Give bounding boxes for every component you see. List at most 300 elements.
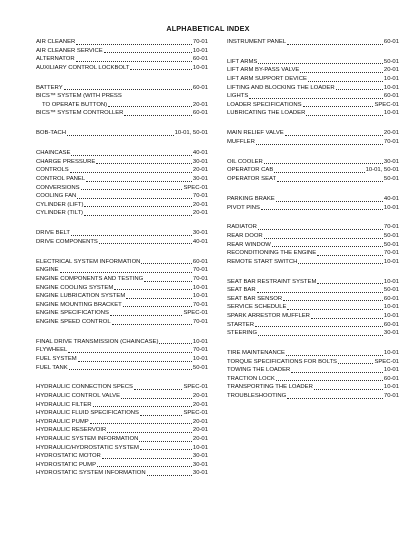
dot-leader xyxy=(121,398,192,399)
index-entry[interactable] xyxy=(36,129,208,138)
entry-name: ENGINE COMPONENTS AND TESTING xyxy=(36,275,144,282)
entry-page: 50-01 xyxy=(383,176,399,183)
entry-page: 40-01 xyxy=(192,150,208,157)
index-group xyxy=(227,195,399,212)
index-column-left xyxy=(36,38,208,489)
index-entry[interactable] xyxy=(36,229,208,238)
index-entry[interactable] xyxy=(36,158,208,167)
entry-name: OPERATOR CAB xyxy=(227,167,274,174)
index-entry[interactable] xyxy=(36,392,208,401)
index-entry[interactable] xyxy=(227,366,399,375)
entry-page: 50-01 xyxy=(383,241,399,248)
index-group xyxy=(227,129,399,146)
entry-page: 10-01 xyxy=(383,76,399,83)
index-entry[interactable] xyxy=(227,249,399,258)
dot-leader xyxy=(93,406,192,407)
index-entry[interactable] xyxy=(36,258,208,267)
entry-name: OPERATOR SEAT xyxy=(227,176,277,183)
entry-page: 20-01 xyxy=(192,167,208,174)
entry-name: CYLINDER (TILT) xyxy=(36,210,84,217)
index-entry[interactable] xyxy=(36,184,208,193)
entry-name: HYDRAULIC FLUID SPECIFICATIONS xyxy=(36,410,139,417)
entry-name: LOADER SPECIFICATIONS xyxy=(227,101,302,108)
entry-name: LIFTING AND BLOCKING THE LOADER xyxy=(227,84,335,91)
index-entry[interactable] xyxy=(36,318,208,327)
index-entry[interactable] xyxy=(36,338,208,347)
index-entry[interactable] xyxy=(36,409,208,418)
dot-leader xyxy=(76,61,192,62)
entry-page: 10-01 xyxy=(383,304,399,311)
entry-page: 60-01 xyxy=(383,39,399,45)
dot-leader xyxy=(311,318,383,319)
entry-name: SEAT BAR RESTRAINT SYSTEM xyxy=(227,278,317,285)
entry-name: HYDROSTATIC MOTOR xyxy=(36,453,101,460)
entry-name: HYDRAULIC/HYDROSTATIC SYSTEM xyxy=(36,444,139,451)
entry-page: SPEC-01 xyxy=(183,310,208,317)
index-entry[interactable] xyxy=(227,278,399,287)
entry-name: STEERING xyxy=(227,330,258,337)
entry-page: 30-01 xyxy=(192,461,208,468)
index-entry[interactable] xyxy=(227,358,399,367)
index-entry[interactable] xyxy=(227,138,399,147)
dot-leader xyxy=(298,263,383,264)
entry-name: STARTER xyxy=(227,321,254,328)
entry-page: 10-01 xyxy=(383,204,399,211)
index-entry[interactable] xyxy=(36,166,208,175)
dot-leader xyxy=(306,115,383,116)
dot-leader xyxy=(286,355,383,356)
dot-leader xyxy=(308,81,383,82)
index-entry[interactable] xyxy=(227,312,399,321)
dot-leader xyxy=(276,201,383,202)
index-entry[interactable] xyxy=(227,258,399,267)
entry-page: 70-01 xyxy=(192,347,208,354)
dot-leader xyxy=(300,72,383,73)
index-group xyxy=(36,229,208,246)
dot-leader xyxy=(104,52,192,53)
entry-page: 30-01 xyxy=(192,158,208,165)
dot-leader xyxy=(84,206,191,207)
entry-page: 60-01 xyxy=(192,56,208,63)
entry-name: HYDROSTATIC PUMP xyxy=(36,461,96,468)
entry-page: 30-01 xyxy=(192,470,208,477)
index-group xyxy=(227,38,399,47)
dot-leader xyxy=(102,458,192,459)
index-entry[interactable] xyxy=(36,418,208,427)
dot-leader xyxy=(257,292,383,293)
index-entry[interactable] xyxy=(227,349,399,358)
index-entry[interactable] xyxy=(227,58,399,67)
entry-name: TO OPERATE BUTTON) xyxy=(42,101,108,108)
entry-page: 10-01 xyxy=(383,258,399,265)
dot-leader xyxy=(76,44,192,45)
entry-page: 10-01 xyxy=(383,278,399,285)
index-entry[interactable] xyxy=(227,295,399,304)
entry-page: 60-01 xyxy=(383,295,399,302)
dot-leader xyxy=(264,163,383,164)
entry-page: 30-01 xyxy=(192,230,208,237)
dot-leader xyxy=(60,272,192,273)
entry-page: 60-01 xyxy=(192,84,208,91)
entry-page: 20-01 xyxy=(192,418,208,425)
dot-leader xyxy=(90,423,192,424)
index-entry[interactable] xyxy=(227,383,399,392)
entry-page: 50-01 xyxy=(192,364,208,371)
entry-name: TRACTION LOCK xyxy=(227,375,275,382)
entry-name: REAR DOOR xyxy=(227,232,263,239)
entry-name: SEAT BAR SENSOR xyxy=(227,295,283,302)
entry-name: FUEL TANK xyxy=(36,364,68,371)
dot-leader xyxy=(124,115,192,116)
entry-page: 20-01 xyxy=(192,201,208,208)
dot-leader xyxy=(141,263,192,264)
entry-name: RECONDITIONING THE ENGINE xyxy=(227,250,317,257)
entry-page: 10-01 xyxy=(383,367,399,374)
index-entry[interactable] xyxy=(36,238,208,247)
entry-name: TORQUE SPECIFICATIONS FOR BOLTS xyxy=(227,358,337,365)
entry-name: HYDRAULIC FILTER xyxy=(36,401,92,408)
entry-name: RADIATOR xyxy=(227,224,257,231)
index-entry[interactable] xyxy=(227,223,399,232)
index-entry[interactable] xyxy=(227,175,399,184)
dot-leader xyxy=(274,172,364,173)
index-entry[interactable] xyxy=(227,101,399,110)
entry-page: 50-01 xyxy=(383,58,399,65)
entry-page: 30-01 xyxy=(383,158,399,165)
entry-page: 60-01 xyxy=(383,321,399,328)
entry-name: PARKING BRAKE xyxy=(227,195,275,202)
entry-name: AIR CLEANER xyxy=(36,39,76,45)
index-entry[interactable] xyxy=(227,204,399,213)
entry-name: SEAT BAR xyxy=(227,287,256,294)
entry-name: HYDRAULIC SYSTEM INFORMATION xyxy=(36,436,139,443)
index-entry[interactable] xyxy=(36,364,208,373)
dot-leader xyxy=(108,106,192,107)
entry-page: 10-01 xyxy=(383,110,399,117)
dot-leader xyxy=(291,372,383,373)
dot-leader xyxy=(317,283,383,284)
dot-leader xyxy=(258,63,383,64)
entry-page: 10-01 xyxy=(192,47,208,54)
dot-leader xyxy=(110,315,183,316)
dot-leader xyxy=(130,69,192,70)
index-group xyxy=(227,158,399,184)
entry-name: AUXILIARY CONTROL LOCKBOLT xyxy=(36,64,130,71)
index-entry[interactable] xyxy=(227,75,399,84)
entry-page: 70-01 xyxy=(192,267,208,274)
entry-name: ELECTRICAL SYSTEM INFORMATION xyxy=(36,258,141,265)
dot-leader xyxy=(134,389,183,390)
index-entry[interactable] xyxy=(227,92,399,101)
index-group xyxy=(36,383,208,478)
entry-name: LIFT ARM BY-PASS VALVE xyxy=(227,67,300,74)
entry-name: FINAL DRIVE TRANSMISSION (CHAINCASE) xyxy=(36,338,159,345)
entry-name: TIRE MAINTENANCE xyxy=(227,350,285,357)
entry-name: AIR CLEANER SERVICE xyxy=(36,47,103,54)
dot-leader xyxy=(123,306,192,307)
entry-page: SPEC-01 xyxy=(374,358,399,365)
index-entry[interactable] xyxy=(227,303,399,312)
entry-name: TRANSPORTING THE LOADER xyxy=(227,384,313,391)
entry-page: 20-01 xyxy=(192,427,208,434)
index-entry[interactable] xyxy=(36,84,208,93)
dot-leader xyxy=(77,198,192,199)
dot-leader xyxy=(78,361,192,362)
index-group xyxy=(36,129,208,138)
index-entry[interactable] xyxy=(36,192,208,201)
entry-name: FUEL SYSTEM xyxy=(36,356,77,362)
dot-leader xyxy=(258,335,383,336)
index-entry[interactable] xyxy=(36,201,208,210)
index-entry[interactable] xyxy=(36,38,208,47)
entry-name: COOLING FAN xyxy=(36,193,77,200)
dot-leader xyxy=(249,98,383,99)
entry-page: 60-01 xyxy=(192,110,208,117)
index-entry[interactable] xyxy=(36,64,208,73)
entry-name: HYDROSTATIC SYSTEM INFORMATION xyxy=(36,470,146,477)
dot-leader xyxy=(67,135,174,136)
entry-page: 10-01 xyxy=(192,338,208,345)
entry-page: 30-01 xyxy=(192,176,208,183)
entry-name: BATTERY xyxy=(36,84,63,91)
entry-page: 10-01, 50-01 xyxy=(365,167,399,174)
index-entry[interactable] xyxy=(36,149,208,158)
index-entry[interactable] xyxy=(36,309,208,318)
entry-name: MUFFLER xyxy=(227,138,255,145)
entry-name: TROUBLESHOOTING xyxy=(227,393,287,400)
entry-page: 10-01 xyxy=(192,444,208,451)
index-entry[interactable] xyxy=(36,452,208,461)
entry-name: CHARGE PRESSURE xyxy=(36,158,96,165)
entry-page: 20-01 xyxy=(192,393,208,400)
entry-page: SPEC-01 xyxy=(374,101,399,108)
entry-page: 10-01 xyxy=(192,293,208,300)
entry-page: 70-01 xyxy=(192,275,208,282)
entry-page: 60-01 xyxy=(192,258,208,265)
entry-name: ENGINE LUBRICATION SYSTEM xyxy=(36,293,126,300)
dot-leader xyxy=(70,172,192,173)
entry-page: 30-01 xyxy=(192,453,208,460)
entry-page: 20-01 xyxy=(383,130,399,137)
dot-leader xyxy=(139,441,192,442)
entry-page: 60-01 xyxy=(383,375,399,382)
index-entry[interactable] xyxy=(227,375,399,384)
index-entry[interactable] xyxy=(36,435,208,444)
dot-leader xyxy=(159,343,192,344)
index-entry[interactable] xyxy=(36,209,208,218)
entry-page: SPEC-01 xyxy=(183,384,208,391)
dot-leader xyxy=(114,289,192,290)
index-group xyxy=(36,338,208,372)
entry-name: LIFT ARMS xyxy=(227,58,258,65)
entry-name: CONTROL PANEL xyxy=(36,176,86,183)
dot-leader xyxy=(264,238,383,239)
dot-leader xyxy=(96,163,192,164)
dot-leader xyxy=(86,181,192,182)
entry-page: 40-01 xyxy=(383,195,399,202)
entry-page: 10-01 xyxy=(192,284,208,291)
entry-page: SPEC-01 xyxy=(183,410,208,417)
dot-leader xyxy=(314,389,383,390)
dot-leader xyxy=(147,475,192,476)
index-group xyxy=(36,84,208,118)
dot-leader xyxy=(69,369,192,370)
dot-leader xyxy=(68,352,192,353)
entry-page: 70-01 xyxy=(192,39,208,45)
dot-leader xyxy=(277,181,383,182)
index-entry[interactable] xyxy=(36,55,208,64)
index-group xyxy=(227,278,399,338)
entry-name: HYDRAULIC CONTROL VALVE xyxy=(36,393,121,400)
index-entry[interactable] xyxy=(227,329,399,338)
index-group xyxy=(227,349,399,401)
entry-name: FLYWHEEL xyxy=(36,347,68,354)
index-entry[interactable] xyxy=(36,426,208,435)
entry-page: 50-01 xyxy=(383,287,399,294)
entry-page: 20-01 xyxy=(383,67,399,74)
entry-name: SERVICE SCHEDULE xyxy=(227,304,287,311)
index-entry[interactable] xyxy=(227,84,399,93)
index-group xyxy=(227,58,399,118)
index-group xyxy=(36,258,208,327)
entry-page: 70-01 xyxy=(383,138,399,145)
dot-leader xyxy=(317,255,383,256)
entry-name: ENGINE SPEED CONTROL xyxy=(36,318,111,325)
entry-page: 10-01 xyxy=(192,356,208,362)
index-entry[interactable] xyxy=(227,392,399,401)
entry-name: INSTRUMENT PANEL xyxy=(227,39,287,45)
dot-leader xyxy=(338,363,373,364)
entry-name: BOB-TACH xyxy=(36,130,66,137)
index-entry[interactable] xyxy=(36,383,208,392)
index-entry[interactable] xyxy=(227,232,399,241)
dot-leader xyxy=(287,398,383,399)
index-entry[interactable] xyxy=(36,284,208,293)
index-entry[interactable] xyxy=(36,401,208,410)
dot-leader xyxy=(81,189,183,190)
index-entry[interactable] xyxy=(36,109,208,118)
entry-page: 20-01 xyxy=(192,436,208,443)
entry-name: MAIN RELIEF VALVE xyxy=(227,130,284,137)
page-title: ALPHABETICAL INDEX xyxy=(166,24,250,33)
index-group xyxy=(36,38,208,72)
index-entry[interactable] xyxy=(227,158,399,167)
dot-leader xyxy=(303,106,374,107)
entry-name: CYLINDER (LIFT) xyxy=(36,201,84,208)
entry-name: CHAINCASE xyxy=(36,150,71,157)
dot-leader xyxy=(140,415,182,416)
entry-page: 10-01 xyxy=(383,313,399,320)
entry-page: 70-01 xyxy=(383,250,399,257)
index-entry[interactable] xyxy=(227,166,399,175)
index-entry[interactable] xyxy=(227,109,399,118)
entry-name: ALTERNATOR xyxy=(36,56,75,63)
index-group xyxy=(36,149,208,218)
index-entry[interactable] xyxy=(36,292,208,301)
dot-leader xyxy=(256,144,383,145)
entry-page: 70-01 xyxy=(192,318,208,325)
index-entry[interactable] xyxy=(36,101,208,110)
entry-page: 10-01 xyxy=(383,384,399,391)
index-column-right xyxy=(227,38,399,412)
index-entry[interactable] xyxy=(36,461,208,470)
index-entry[interactable] xyxy=(36,275,208,284)
index-entry[interactable] xyxy=(227,321,399,330)
dot-leader xyxy=(287,44,383,45)
entry-page: 50-01 xyxy=(383,232,399,239)
index-entry[interactable] xyxy=(227,195,399,204)
dot-leader xyxy=(64,89,192,90)
entry-name: REAR WINDOW xyxy=(227,241,271,248)
entry-name: DRIVE BELT xyxy=(36,230,70,237)
index-entry[interactable] xyxy=(36,355,208,364)
dot-leader xyxy=(261,209,383,210)
dot-leader xyxy=(258,229,383,230)
entry-name: BICS™ SYSTEM CONTROLLER xyxy=(36,110,124,117)
index-entry[interactable] xyxy=(227,286,399,295)
entry-name: DRIVE COMPONENTS xyxy=(36,238,98,245)
index-entry[interactable] xyxy=(36,266,208,275)
dot-leader xyxy=(107,432,192,433)
index-entry[interactable] xyxy=(227,38,399,47)
entry-page: 10-01 xyxy=(383,350,399,357)
dot-leader xyxy=(287,309,382,310)
entry-page: 20-01 xyxy=(192,401,208,408)
entry-name: LIGHTS xyxy=(227,93,249,100)
index-entry[interactable] xyxy=(36,346,208,355)
dot-leader xyxy=(71,235,192,236)
entry-page: 70-01 xyxy=(383,224,399,231)
index-entry[interactable] xyxy=(36,47,208,56)
index-entry[interactable] xyxy=(227,129,399,138)
dot-leader xyxy=(140,449,192,450)
entry-page: 20-01 xyxy=(192,101,208,108)
index-entry[interactable] xyxy=(36,469,208,478)
index-entry[interactable] xyxy=(36,301,208,310)
dot-leader xyxy=(99,243,192,244)
index-entry[interactable] xyxy=(227,241,399,250)
entry-name: HYDRAULIC PUMP xyxy=(36,418,89,425)
entry-page: 10-01, 50-01 xyxy=(174,130,208,137)
entry-name: ENGINE COOLING SYSTEM xyxy=(36,284,114,291)
entry-page: SPEC-01 xyxy=(183,184,208,191)
entry-name: TOWING THE LOADER xyxy=(227,367,291,374)
index-entry[interactable] xyxy=(36,92,208,101)
index-entry[interactable] xyxy=(36,444,208,453)
entry-page: 30-01 xyxy=(383,330,399,337)
index-entry[interactable] xyxy=(227,66,399,75)
index-entry[interactable] xyxy=(36,175,208,184)
dot-leader xyxy=(283,300,383,301)
entry-name: CONTROLS xyxy=(36,167,69,174)
entry-name: HYDRAULIC RESERVOIR xyxy=(36,427,107,434)
entry-page: 70-01 xyxy=(383,393,399,400)
entry-name: ENGINE xyxy=(36,267,59,274)
dot-leader xyxy=(272,246,383,247)
entry-name: ENGINE SPECIFICATIONS xyxy=(36,310,109,317)
entry-page: 10-01 xyxy=(383,84,399,91)
entry-name: LIFT ARM SUPPORT DEVICE xyxy=(227,76,307,83)
entry-name: LUBRICATING THE LOADER xyxy=(227,110,306,117)
entry-name: PIVOT PINS xyxy=(227,204,260,211)
entry-name: OIL COOLER xyxy=(227,158,263,165)
entry-page: 20-01 xyxy=(192,210,208,217)
entry-page: 70-01 xyxy=(192,193,208,200)
dot-leader xyxy=(336,89,383,90)
dot-leader xyxy=(71,155,192,156)
dot-leader xyxy=(112,324,192,325)
entry-page: 60-01 xyxy=(383,93,399,100)
